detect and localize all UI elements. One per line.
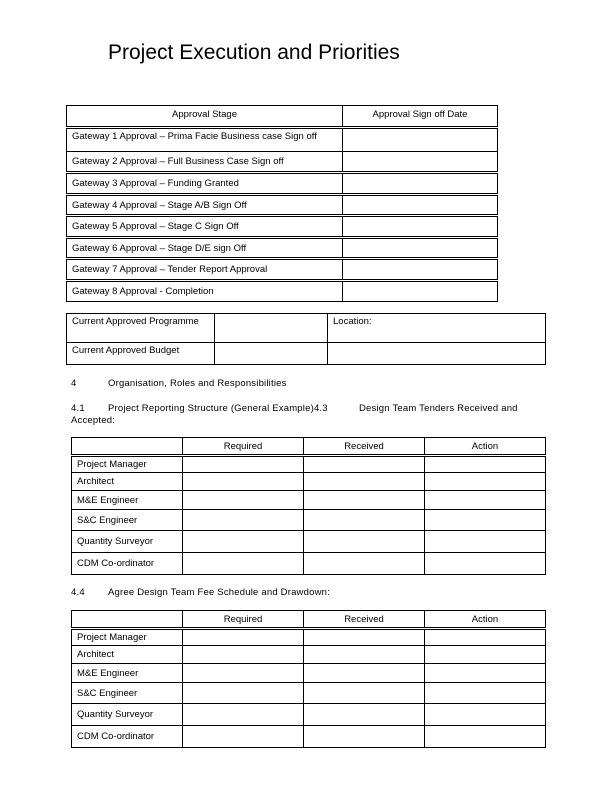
fee-cell[interactable] [425, 683, 546, 704]
budget-row [67, 343, 546, 365]
fee-role-cell: CDM Co-ordinator [72, 726, 183, 748]
tenders-cell[interactable] [304, 553, 425, 575]
tenders-action-header: Action [425, 438, 546, 456]
tenders-cell[interactable] [304, 491, 425, 510]
programme-label: Current Approved Programme [67, 314, 215, 343]
programme-table [66, 313, 546, 365]
tenders-cell[interactable] [425, 491, 546, 510]
fee-cell[interactable] [425, 629, 546, 646]
table-row [72, 629, 546, 646]
tenders-received-header: Received [304, 438, 425, 456]
table-row [72, 553, 546, 575]
tenders-corner-cell [72, 438, 183, 456]
tenders-cell[interactable] [304, 473, 425, 491]
tenders-cell[interactable] [183, 473, 304, 491]
tenders-cell[interactable] [304, 510, 425, 531]
page-title: Project Execution and Priorities [108, 41, 400, 64]
tenders-role-cell: S&C Engineer [72, 510, 183, 531]
fee-action-header: Action [425, 611, 546, 629]
approval-row [67, 195, 498, 216]
approval-row [67, 216, 498, 238]
approval-date-cell[interactable] [343, 238, 498, 259]
tenders-role-cell: Quantity Surveyor [72, 531, 183, 553]
table-row [72, 704, 546, 726]
approval-stage-cell: Gateway 7 Approval – Tender Report Approval [67, 259, 343, 281]
fee-required-header: Required [183, 611, 304, 629]
fee-received-header: Received [304, 611, 425, 629]
location-label: Location: [328, 314, 546, 343]
section-4-number: 4 [71, 378, 77, 389]
section-44-title: Agree Design Team Fee Schedule and Drawdown: [108, 587, 330, 598]
fee-table [71, 610, 546, 748]
approval-date-cell[interactable] [343, 259, 498, 281]
approval-date-cell[interactable] [343, 281, 498, 302]
fee-role-cell: S&C Engineer [72, 683, 183, 704]
approval-date-cell[interactable] [343, 216, 498, 238]
programme-row [67, 314, 546, 343]
location-value-cell[interactable] [328, 343, 546, 365]
approval-stage-cell: Gateway 2 Approval – Full Business Case Sign off [67, 152, 343, 173]
section-43-text-cont: Accepted: [71, 415, 116, 426]
tenders-table [71, 437, 546, 575]
fee-cell[interactable] [304, 704, 425, 726]
section-41-number: 4.1 [71, 403, 85, 414]
tenders-cell[interactable] [425, 531, 546, 553]
approval-stage-cell: Gateway 8 Approval - Completion [67, 281, 343, 302]
budget-label: Current Approved Budget [67, 343, 215, 365]
tenders-cell[interactable] [425, 553, 546, 575]
fee-cell[interactable] [304, 726, 425, 748]
programme-value-cell[interactable] [215, 314, 328, 343]
fee-cell[interactable] [304, 646, 425, 664]
approval-stage-header: Approval Stage [67, 106, 343, 128]
approval-date-cell[interactable] [343, 152, 498, 173]
tenders-cell[interactable] [304, 456, 425, 473]
approval-table [66, 105, 498, 302]
approval-row [67, 173, 498, 195]
fee-cell[interactable] [183, 629, 304, 646]
fee-role-cell: Architect [72, 646, 183, 664]
table-row [72, 456, 546, 473]
approval-header-row [67, 106, 498, 128]
fee-corner-cell [72, 611, 183, 629]
approval-date-cell[interactable] [343, 195, 498, 216]
table-row [72, 510, 546, 531]
tenders-cell[interactable] [183, 510, 304, 531]
fee-cell[interactable] [183, 726, 304, 748]
approval-date-cell[interactable] [343, 173, 498, 195]
section-4-title: Organisation, Roles and Responsibilities [108, 378, 287, 389]
approval-stage-cell: Gateway 3 Approval – Funding Granted [67, 173, 343, 195]
table-row [72, 664, 546, 683]
fee-cell[interactable] [183, 704, 304, 726]
fee-cell[interactable] [425, 646, 546, 664]
tenders-cell[interactable] [183, 456, 304, 473]
table-row [72, 683, 546, 704]
section-43-text: Design Team Tenders Received and [359, 403, 518, 414]
fee-cell[interactable] [304, 629, 425, 646]
approval-stage-cell: Gateway 5 Approval – Stage C Sign Off [67, 216, 343, 238]
fee-cell[interactable] [425, 726, 546, 748]
fee-cell[interactable] [304, 683, 425, 704]
approval-stage-cell: Gateway 1 Approval – Prima Facie Business case Sign off [67, 128, 343, 152]
fee-header-row [72, 611, 546, 629]
fee-role-cell: Project Manager [72, 629, 183, 646]
fee-cell[interactable] [183, 664, 304, 683]
approval-row [67, 281, 498, 302]
fee-cell[interactable] [425, 664, 546, 683]
tenders-cell[interactable] [183, 491, 304, 510]
approval-row [67, 259, 498, 281]
tenders-required-header: Required [183, 438, 304, 456]
approval-date-cell[interactable] [343, 128, 498, 152]
tenders-cell[interactable] [304, 531, 425, 553]
table-row [72, 531, 546, 553]
tenders-header-row [72, 438, 546, 456]
fee-cell[interactable] [425, 704, 546, 726]
budget-value-cell[interactable] [215, 343, 328, 365]
table-row [72, 473, 546, 491]
tenders-role-cell: M&E Engineer [72, 491, 183, 510]
fee-cell[interactable] [183, 646, 304, 664]
tenders-role-cell: Project Manager [72, 456, 183, 473]
fee-role-cell: Quantity Surveyor [72, 704, 183, 726]
approval-stage-cell: Gateway 6 Approval – Stage D/E sign Off [67, 238, 343, 259]
table-row [72, 646, 546, 664]
tenders-role-cell: CDM Co-ordinator [72, 553, 183, 575]
fee-cell[interactable] [304, 664, 425, 683]
tenders-cell[interactable] [183, 553, 304, 575]
fee-cell[interactable] [183, 683, 304, 704]
approval-row [67, 238, 498, 259]
table-row [72, 491, 546, 510]
approval-row [67, 152, 498, 173]
approval-row [67, 128, 498, 152]
fee-role-cell: M&E Engineer [72, 664, 183, 683]
tenders-cell[interactable] [425, 473, 546, 491]
tenders-cell[interactable] [183, 531, 304, 553]
tenders-role-cell: Architect [72, 473, 183, 491]
approval-stage-cell: Gateway 4 Approval – Stage A/B Sign Off [67, 195, 343, 216]
approval-date-header: Approval Sign off Date [343, 106, 498, 128]
tenders-cell[interactable] [425, 510, 546, 531]
tenders-cell[interactable] [425, 456, 546, 473]
section-41-text: Project Reporting Structure (General Example)4.3 [108, 403, 328, 414]
table-row [72, 726, 546, 748]
section-44-number: 4.4 [71, 587, 85, 598]
